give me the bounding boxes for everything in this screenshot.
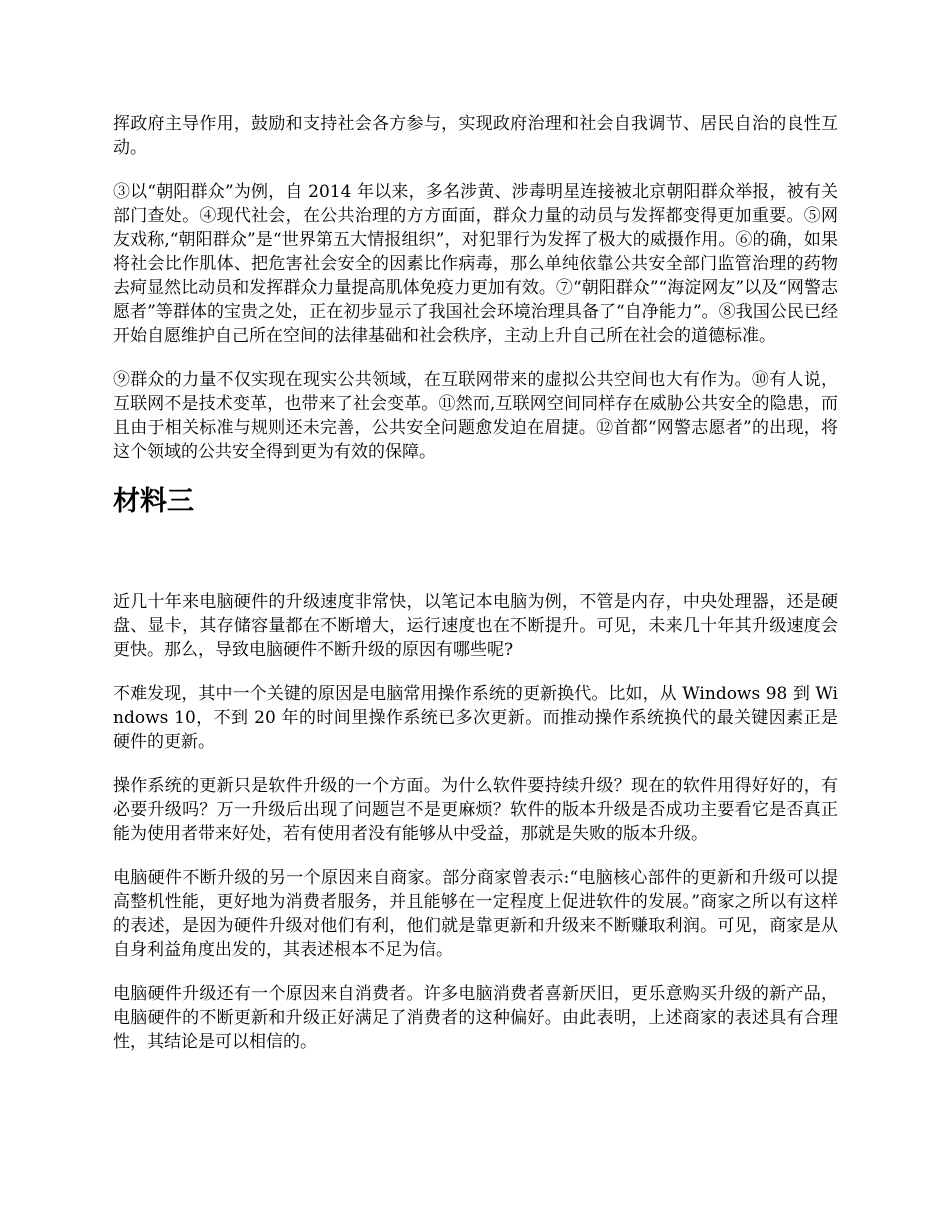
paragraph: ⑨群众的力量不仅实现在现实公共领域，在互联网带来的虚拟公共空间也大有作为。⑩有人说，互联网不是技术变革，也带来了社会变革。⑪然而,互联网空间同样存在威胁公共安全的隐患，而且由于相关标准与规则还未完善，公共安全问题愈发迫在眉捷。⑫首都“网警志愿者”的出现，将这个领域的公共安全得到更为有效的保障。 (113, 370, 838, 462)
paragraph: 近几十年来电脑硬件的升级速度非常快，以笔记本电脑为例，不管是内存，中央处理器，还是硬盘、显卡，其存储容量都在不断增大，运行速度也在不断提升。可见，未来几十年其升级速度会更快。那么，导致电脑硬件不断升级的原因有哪些呢? (113, 592, 838, 660)
paragraph: 电脑硬件升级还有一个原因来自消费者。许多电脑消费者喜新厌旧，更乐意购买升级的新产品，电脑硬件的不断更新和升级正好满足了消费者的这种偏好。由此表明，上述商家的表述具有合理性，其结论是可以相信的。 (113, 984, 838, 1052)
paragraph: 挥政府主导作用，鼓励和支持社会各方参与，实现政府治理和社会自我调节、居民自治的良性互动。 (113, 114, 838, 158)
paragraph: 电脑硬件不断升级的另一个原因来自商家。部分商家曾表示:“电脑核心部件的更新和升级可以提高整机性能，更好地为消费者服务，并且能够在一定程度上促进软件的发展。”商家之所以有这样的表述，是因为硬件升级对他们有利，他们就是靠更新和升级来不断赚取利润。可见，商家是从自身利益角度出发的，其表述根本不足为信。 (113, 868, 838, 960)
paragraph: 不难发现，其中一个关键的原因是电脑常用操作系统的更新换代。比如，从 Windows 98 到 Windows 10，不到 20 年的时间里操作系统已多次更新。而推动操作系统换代的最关键因素正是硬件的更新。 (113, 684, 838, 752)
paragraph: 操作系统的更新只是软件升级的一个方面。为什么软件要持续升级？现在的软件用得好好的，有必要升级吗？万一升级后出现了问题岂不是更麻烦？软件的版本升级是否成功主要看它是否真正能为使用者带来好处，若有使用者没有能够从中受益，那就是失败的版本升级。 (113, 776, 838, 844)
section-heading: 材料三 (113, 486, 194, 517)
paragraph: ③以“朝阳群众”为例，自 2014 年以来，多名涉黄、涉毒明星连接被北京朝阳群众举报，被有关部门查处。④现代社会，在公共治理的方方面面，群众力量的动员与发挥都变得更加重要。⑤网友戏称,“朝阳群众”是“世界第五大情报组织”，对犯罪行为发挥了极大的威摄作用。⑥的确，如果将社会比作肌体、把危害社会安全的因素比作病毒，那么单纯依靠公共安全部门监管治理的药物去疴显然比动员和发挥群众力量提高肌体免疫力更加有效。⑦“朝阳群众”“海淀网友”以及“网警志愿者”等群体的宝贵之处，正在初步显示了我国社会环境治理具备了“自净能力”。⑧我国公民已经开始自愿维护自己所在空间的法律基础和社会秩序，主动上升自己所在社会的道德标准。 (113, 182, 838, 346)
